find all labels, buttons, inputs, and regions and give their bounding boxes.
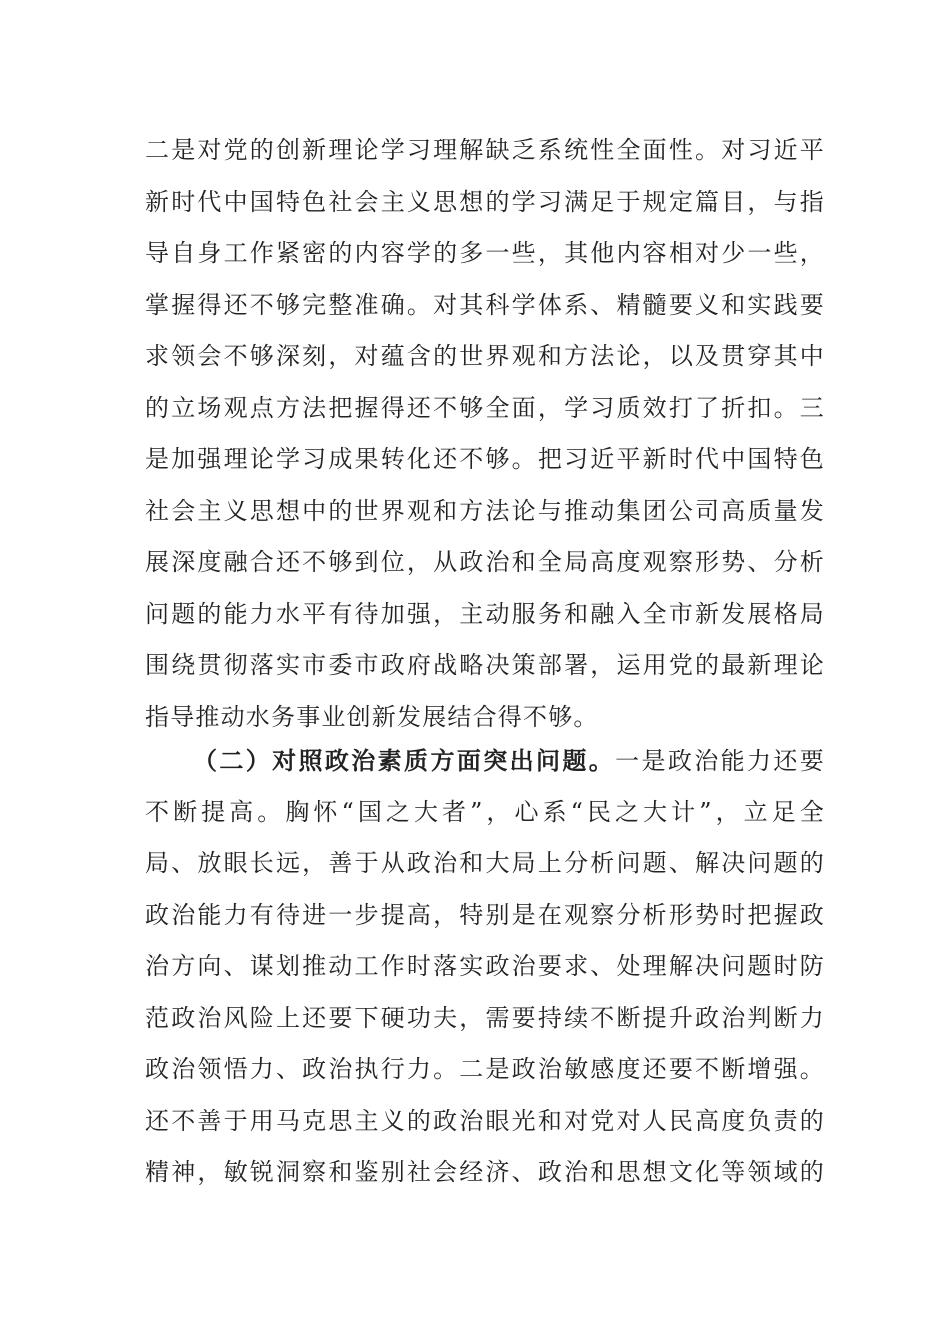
paragraph-line: 问题的能力水平有待加强，主动服务和融入全市新发展格局: [145, 599, 825, 628]
paragraph-line: 不断提高。胸怀“国之大者”，心系“民之大计”，立足全: [145, 797, 825, 826]
section-heading: （二）对照政治素质方面突出问题。: [193, 746, 616, 775]
paragraph-line: 精神，敏锐洞察和鉴别社会经济、政治和思想文化等领域的: [145, 1158, 825, 1186]
paragraph-line: 求领会不够深刻，对蕴含的世界观和方法论，以及贯穿其中: [145, 342, 825, 370]
paragraph-line: 治方向、谋划推动工作时落实政治要求、处理解决问题时防: [145, 952, 825, 980]
paragraph-line: 政治领悟力、政治执行力。二是政治敏感度还要不断增强。: [145, 1055, 825, 1083]
paragraph-line: 是加强理论学习成果转化还不够。把习近平新时代中国特色: [145, 445, 825, 473]
paragraph-line: 指导推动水务事业创新发展结合得不够。: [145, 702, 599, 731]
paragraph-line: 局、放眼长远，善于从政治和大局上分析问题、解决问题的: [145, 849, 825, 877]
paragraph-line: 还不善于用马克思主义的政治眼光和对党对人民高度负责的: [145, 1106, 825, 1135]
heading-line-text: 一是政治能力还要: [615, 747, 825, 775]
paragraph-1: [145, 125, 825, 743]
paragraph-line: 展深度融合还不够到位，从政治和全局高度观察形势、分析: [145, 548, 825, 576]
paragraph-line: 范政治风险上还要下硬功夫，需要持续不断提升政治判断力: [145, 1003, 825, 1032]
paragraph-line: 导自身工作紧密的内容学的多一些，其他内容相对少一些，: [145, 239, 825, 267]
paragraph-line: 新时代中国特色社会主义思想的学习满足于规定篇目，与指: [145, 187, 825, 216]
paragraph-2: [145, 735, 825, 1199]
paragraph-line: 政治能力有待进一步提高，特别是在观察分析形势时把握政: [145, 900, 825, 929]
paragraph-line: 的立场观点方法把握得还不够全面，学习质效打了折扣。三: [145, 393, 825, 422]
paragraph-line: 围绕贯彻落实市委市政府战略决策部署，运用党的最新理论: [145, 651, 825, 679]
paragraph-line: 掌握得还不够完整准确。对其科学体系、精髓要义和实践要: [145, 290, 825, 319]
section-heading-line: [145, 735, 825, 787]
paragraph-line: 二是对党的创新理论学习理解缺乏系统性全面性。对习近平: [145, 136, 825, 164]
paragraph-line: 社会主义思想中的世界观和方法论与推动集团公司高质量发: [145, 496, 825, 525]
